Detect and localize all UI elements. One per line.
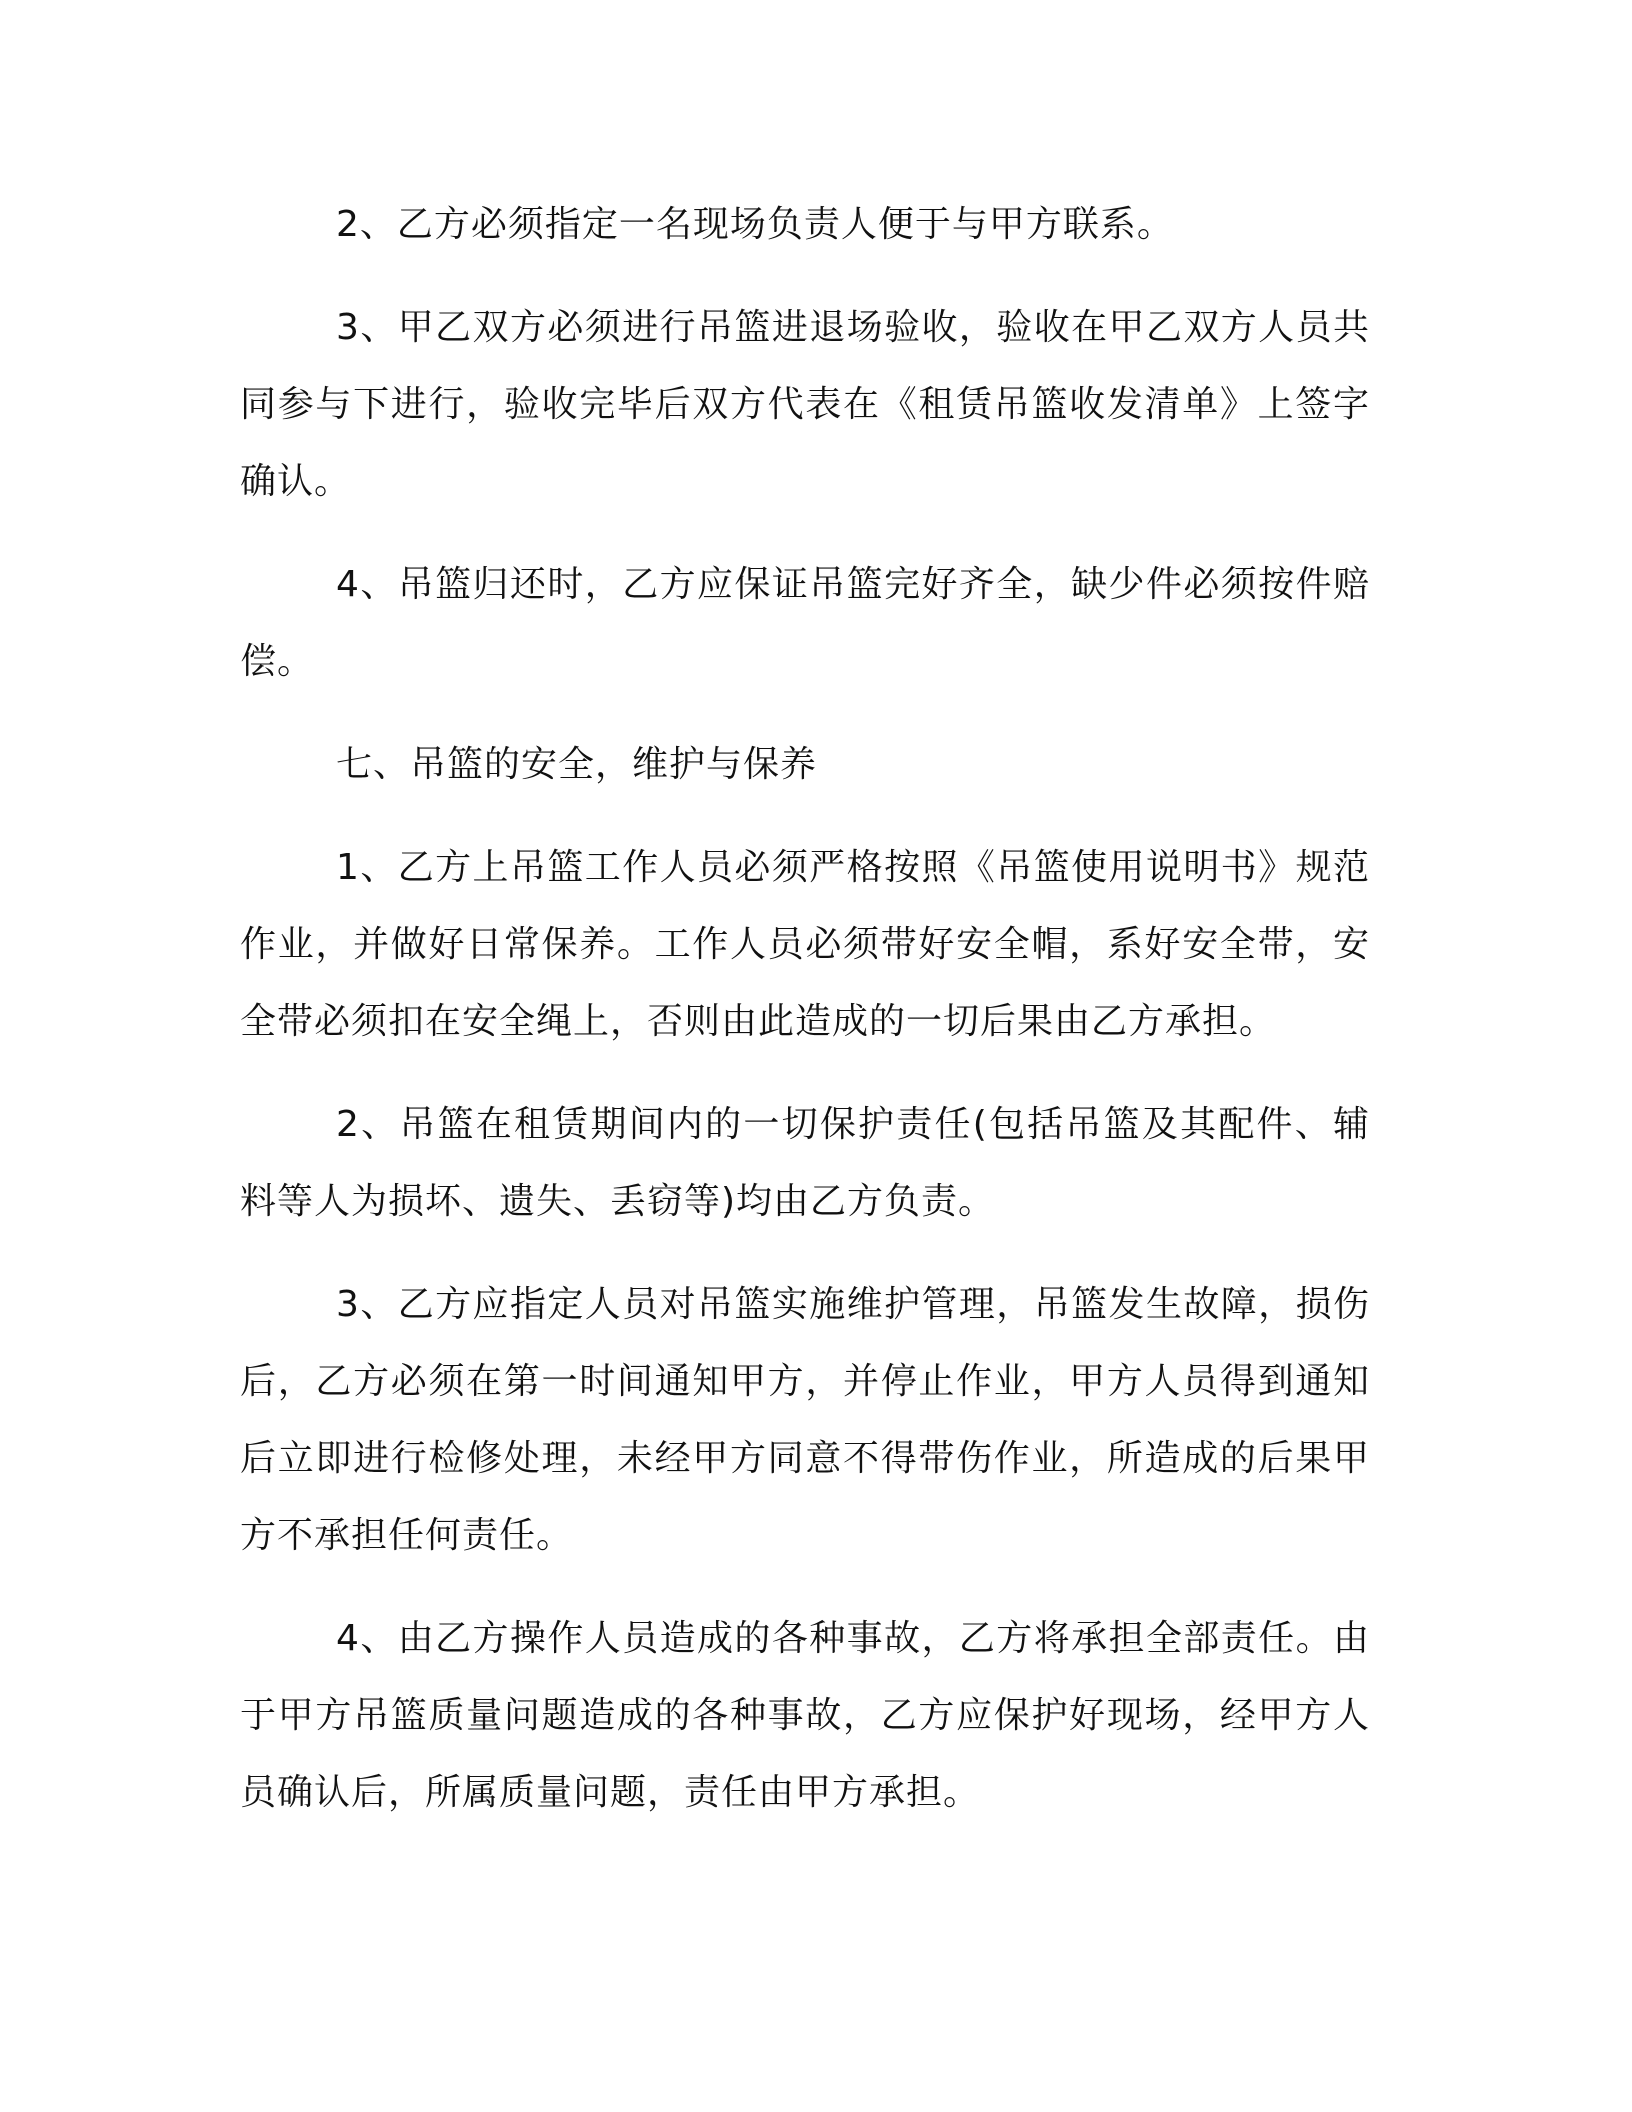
paragraph-safety-clause-2: 2、吊篮在租赁期间内的一切保护责任(包括吊篮及其配件、辅料等人为损坏、遗失、丢窃等)均由乙方负责。: [240, 1104, 1370, 1222]
paragraph-safety-clause-3: 3、乙方应指定人员对吊篮实施维护管理，吊篮发生故障，损伤后，乙方必须在第一时间通知甲方，并停止作业，甲方人员得到通知后立即进行检修处理，未经甲方同意不得带伤作业，所造成的后果甲方不承担任何责任。: [240, 1284, 1370, 1556]
document-body: [240, 186, 1370, 1831]
paragraph-clause-2: 2、乙方必须指定一名现场负责人便于与甲方联系。: [336, 204, 1174, 245]
paragraph-clause-4: 4、吊篮归还时，乙方应保证吊篮完好齐全，缺少件必须按件赔偿。: [240, 564, 1370, 682]
paragraph-clause-3: 3、甲乙双方必须进行吊篮进退场验收，验收在甲乙双方人员共同参与下进行，验收完毕后双方代表在《租赁吊篮收发清单》上签字确认。: [240, 307, 1370, 502]
section-heading-safety-maintenance: 七、吊篮的安全，维护与保养: [336, 744, 818, 785]
paragraph-safety-clause-1: 1、乙方上吊篮工作人员必须严格按照《吊篮使用说明书》规范作业，并做好日常保养。工作人员必须带好安全帽，系好安全带，安全带必须扣在安全绳上，否则由此造成的一切后果由乙方承担。: [240, 847, 1370, 1042]
paragraph-safety-clause-4: 4、由乙方操作人员造成的各种事故，乙方将承担全部责任。由于甲方吊篮质量问题造成的各种事故，乙方应保护好现场，经甲方人员确认后，所属质量问题，责任由甲方承担。: [240, 1618, 1370, 1813]
